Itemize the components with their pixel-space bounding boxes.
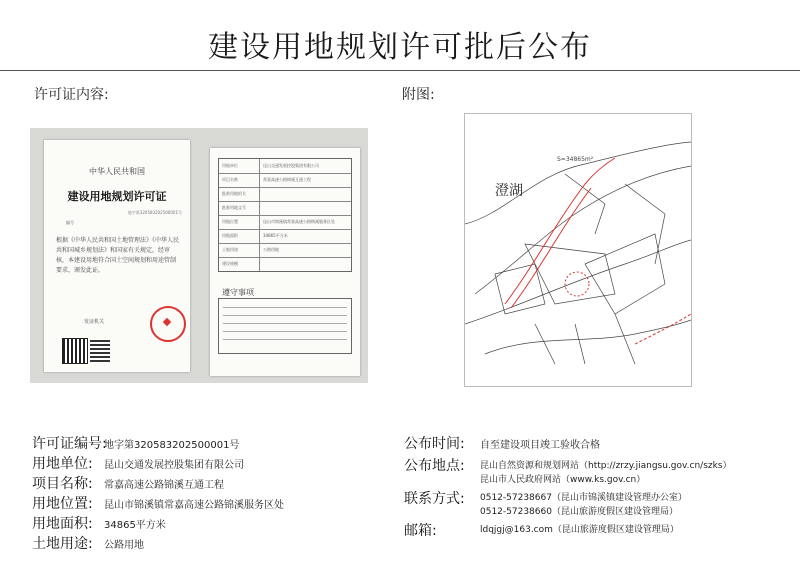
site-plan-map (464, 113, 692, 387)
certificate-table (218, 158, 352, 272)
certificate-notes (218, 288, 352, 354)
publish-time-value: 自至建设项目竣工验收合格 (480, 440, 600, 451)
land-unit-value: 昆山交通发展控股集团有限公司 (104, 460, 244, 471)
table-row-value: 常嘉高速公路锦溪互通工程 (263, 177, 311, 182)
contact-label: 联系方式: (404, 491, 465, 507)
publish-place-link-2[interactable]: 昆山市人民政府网站（www.ks.gov.cn） (480, 475, 646, 485)
table-row-value: 公路用地 (263, 247, 279, 252)
table-row-label: 用地单位 (222, 163, 238, 168)
permit-certificate-photo (30, 128, 368, 383)
table-row-label: 土地用途 (222, 247, 238, 252)
contact-phone-1: 0512-57238667（昆山市锦溪镇建设管理办公室） (480, 493, 687, 503)
qr-code-icon (62, 338, 88, 364)
land-location-label: 用地位置: (32, 496, 93, 512)
contact-phone-2: 0512-57238660（昆山旅游度假区建设管理局） (480, 507, 678, 517)
publish-place-link-1[interactable]: 昆山自然资源和规划网站（http://zrzy.jiangsu.gov.cn/szks） (480, 461, 732, 471)
land-unit-label: 用地单位: (32, 456, 93, 472)
certificate-serial: 编号 (66, 220, 74, 225)
notes-heading: 遵守事项 (222, 288, 254, 297)
table-row-label: 用地面积 (222, 233, 238, 238)
publish-time-label: 公布时间: (404, 436, 465, 452)
official-seal-icon (150, 306, 186, 342)
land-area-value: 34865平方米 (104, 520, 166, 531)
table-row-label: 项目名称 (222, 177, 238, 182)
map-lake-label: 澄湖 (495, 183, 523, 199)
email-value[interactable]: ldqjgj@163.com（昆山旅游度假区建设管理局） (480, 525, 679, 535)
land-location-value: 昆山市锦溪镇常嘉高速公路锦溪服务区处 (104, 500, 284, 511)
table-row-value: 昆山市锦溪镇常嘉高速公路锦溪服务区处 (263, 219, 335, 224)
permit-number-label: 许可证编号: (32, 436, 107, 452)
barcode-icon (90, 340, 110, 362)
attachment-heading: 附图: (402, 87, 435, 103)
table-row-label: 建设规模 (222, 261, 238, 266)
map-area-label: S=34865m² (557, 156, 594, 163)
certificate-back-page (210, 148, 360, 376)
certificate-name: 建设用地规划许可证 (67, 190, 167, 203)
project-name-label: 项目名称: (32, 476, 93, 492)
certificate-body: 根据《中华人民共和国土地管理法》《中华人民共和国城乡规划法》和国家有关规定，经审核，本建设用地符合国土空间规划和用途管制要求，颁发此证。 (56, 237, 180, 274)
table-row-label: 批准用地文号 (222, 205, 246, 210)
table-row-label: 用地位置 (222, 219, 238, 224)
certificate-country: 中华人民共和国 (89, 167, 145, 176)
project-name-value: 常嘉高速公路锦溪互通工程 (104, 480, 224, 491)
table-row-value: 昆山交通发展控股集团有限公司 (263, 163, 319, 168)
certificate-front-page (44, 140, 190, 372)
certificate-org: 发证机关 (84, 319, 105, 325)
table-row-label: 批准用地机关 (222, 191, 246, 196)
title-divider (0, 70, 800, 71)
land-use-label: 土地用途: (32, 536, 93, 552)
email-label: 邮箱: (404, 523, 437, 539)
publish-place-label: 公布地点: (404, 458, 465, 474)
land-use-value: 公路用地 (104, 540, 144, 551)
certificate-number: 地字第320583202500001号 (127, 210, 182, 215)
permit-number-value: 地字第320583202500001号 (104, 440, 240, 451)
page-title: 建设用地规划许可批后公布 (208, 30, 592, 65)
map-drawing (465, 114, 691, 386)
permit-content-heading: 许可证内容: (34, 87, 109, 103)
land-area-label: 用地面积: (32, 516, 93, 532)
table-row-value: 34865平方米 (263, 233, 288, 238)
